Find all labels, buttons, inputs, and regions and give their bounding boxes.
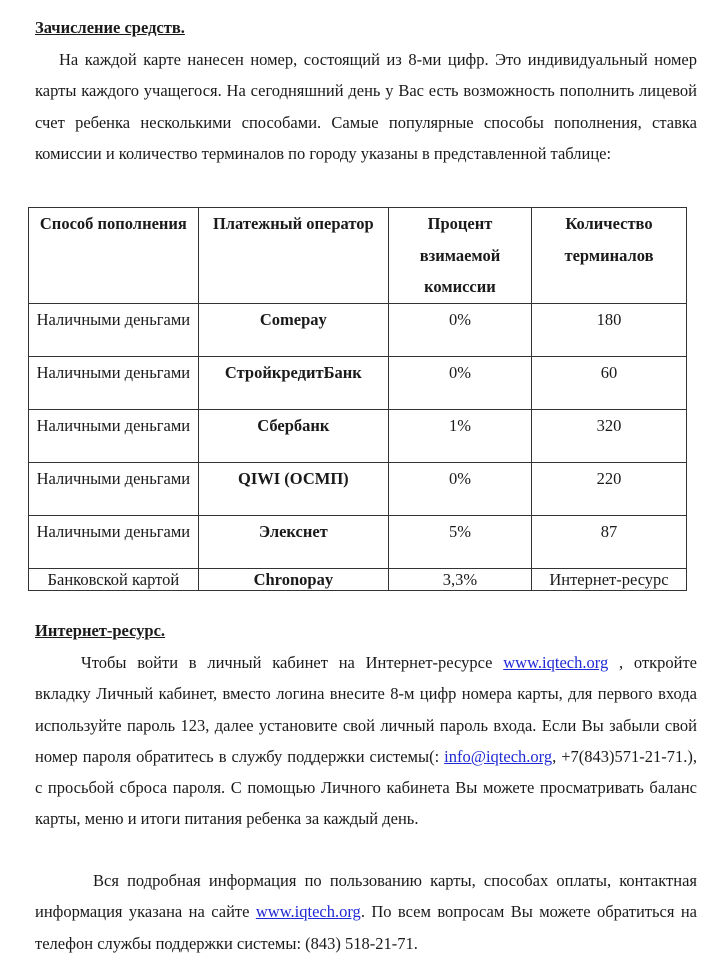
text: , +7(843)571-21-71.), с просьбой сброса пароля. С помощью Личного кабинета Вы можете просматривать баланс карты, меню и итоги питания ребенка за каждый день. [35,746,698,829]
cell-operator: Сбербанк [198,409,388,462]
contact-info-paragraph [35,865,697,959]
section-heading-internet: Интернет-ресурс. [35,621,166,640]
header-terminals: Количество терминалов [531,208,686,304]
cell-operator: Элекснет [198,515,388,568]
payment-methods-table [28,207,687,591]
cell-terminals: 320 [531,409,686,462]
header-operator: Платежный оператор [198,208,388,304]
text: , откройте вкладку Личный кабинет, вместо логина внесите 8-м цифр номера карты, для первого входа используйте пароль 123, далее установите свой личный пароль входа. Если Вы забыли свой номер пароля обратитесь в службу поддержки системы(: [35,653,698,766]
cell-operator: Chronopay [198,568,388,590]
table-row [29,462,687,515]
cell-method: Наличными деньгами [29,356,199,409]
cell-terminals: 60 [531,356,686,409]
header-method: Способ пополнения [29,208,199,304]
cell-operator: QIWI (ОСМП) [198,462,388,515]
intro-paragraph: На каждой карте нанесен номер, состоящий из 8-ми цифр. Это индивидуальный номер карты каждого учащегося. На сегодняшний день у Вас есть возможность пополнить лицевой счет ребенка несколькими способами. Самые популярные способы пополнения, ставка комиссии и количество терминалов по городу указаны в представленной таблице: [35,50,697,163]
cell-fee: 5% [388,515,531,568]
cell-method: Наличными деньгами [29,462,199,515]
cell-method: Банковской картой [29,568,199,590]
section-heading-crediting: Зачисление средств. [35,18,185,37]
cell-fee: 0% [388,356,531,409]
cell-operator: Comepay [198,303,388,356]
text: . По всем вопросам Вы можете обратиться на телефон службы поддержки системы: (843) 518-21-71. [35,902,697,953]
website-link[interactable]: www.iqtech.org [503,653,609,672]
login-instructions-paragraph [35,647,697,835]
cell-terminals: Интернет-ресурс [531,568,686,590]
cell-terminals: 87 [531,515,686,568]
cell-fee: 3,3% [388,568,531,590]
cell-method: Наличными деньгами [29,303,199,356]
table-header-row [29,208,687,304]
website-link-2[interactable]: www.iqtech.org [255,902,361,922]
cell-fee: 0% [388,303,531,356]
cell-fee: 1% [388,409,531,462]
cell-terminals: 180 [531,303,686,356]
cell-operator: СтройкредитБанк [198,356,388,409]
text: Вся подробная информация по пользованию карты, способах оплаты, контактная информация указана на сайте [35,871,697,922]
cell-method: Наличными деньгами [29,515,199,568]
cell-fee: 0% [388,462,531,515]
support-email-link[interactable]: info@iqtech.org [444,746,553,766]
table-row [29,303,687,356]
header-fee: Процент взимаемой комиссии [388,208,531,304]
table-row [29,356,687,409]
cell-terminals: 220 [531,462,686,515]
table-row [29,515,687,568]
text: Чтобы войти в личный кабинет на Интернет-ресурсе [81,653,504,672]
cell-method: Наличными деньгами [29,409,199,462]
table-row [29,568,687,590]
table-row [29,409,687,462]
